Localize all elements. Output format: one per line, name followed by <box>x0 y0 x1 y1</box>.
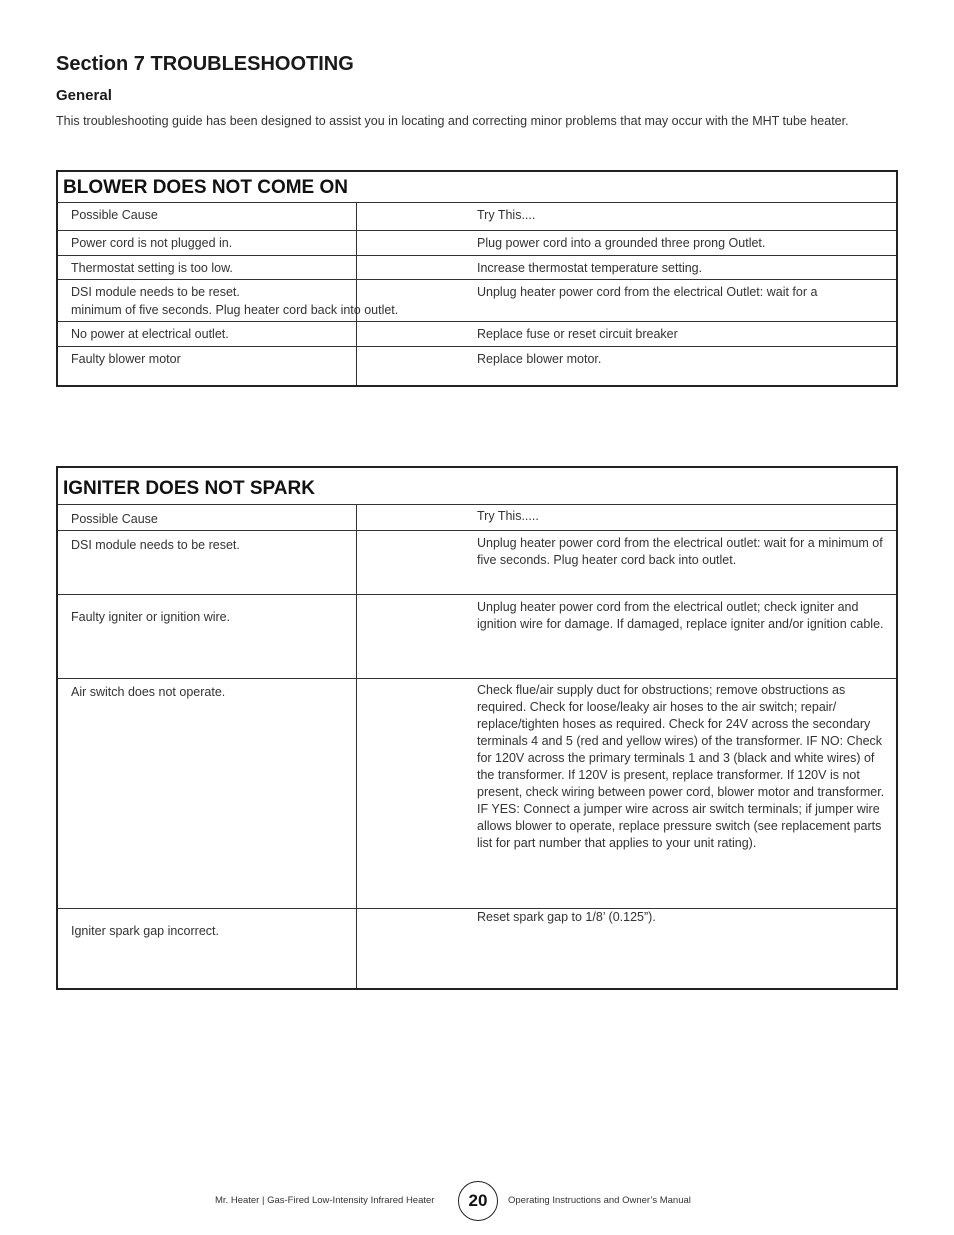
table-title: IGNITER DOES NOT SPARK <box>58 468 896 505</box>
fix-cell: Replace fuse or reset circuit breaker <box>477 327 678 341</box>
table-row <box>58 531 896 595</box>
footer-left-text: Mr. Heater | Gas-Fired Low-Intensity Infrared Heater <box>215 1195 435 1206</box>
table-row <box>58 595 896 679</box>
fix-cell: Replace blower motor. <box>477 352 602 366</box>
cause-cell: Air switch does not operate. <box>58 679 357 908</box>
table-title: BLOWER DOES NOT COME ON <box>58 172 896 203</box>
fix-cell: Plug power cord into a grounded three prong Outlet. <box>477 236 766 250</box>
table-igniter <box>56 466 898 990</box>
fix-cell: Check flue/air supply duct for obstructions; remove obstructions as required. Check for loose/leaky air hoses to the air switch; repair/ replace/tighten hoses as required. Check for 24V across the secondary terminals 4 and 5 (red and yellow wires) of the transformer. IF NO: Check for 120V across the primary terminals 1 and 3 (black and white wires) of the transformer. If 120V is present, replace transformer. If 120V is not present, check wiring between power cord, blower motor and transformer. IF YES: Connect a jumper wire across air switch terminals; if jumper wire allows blower to operate, replace pressure switch (see replacement parts list for part number that applies to your unit rating). <box>477 683 885 850</box>
cause-cell: Thermostat setting is too low. <box>58 256 357 279</box>
intro-paragraph: This troubleshooting guide has been designed to assist you in locating and correcting minor problems that may occur with the MHT tube heater. <box>56 114 849 128</box>
footer-right-text: Operating Instructions and Owner’s Manual <box>508 1195 691 1206</box>
page-number: 20 <box>458 1181 498 1221</box>
fix-overflow-line: minimum of five seconds. Plug heater cord back into outlet. <box>71 303 399 317</box>
section-title: Section 7 TROUBLESHOOTING <box>56 53 354 75</box>
cause-cell: No power at electrical outlet. <box>58 322 357 346</box>
fix-cell: Unplug heater power cord from the electrical Outlet: wait for a <box>477 285 818 299</box>
cause-cell: Power cord is not plugged in. <box>58 231 357 255</box>
fix-cell: Increase thermostat temperature setting. <box>477 261 703 275</box>
cause-cell: DSI module needs to be reset. <box>58 531 357 594</box>
header-cause: Possible Cause <box>58 203 357 230</box>
table-row <box>58 280 896 322</box>
subhead-general: General <box>56 87 112 104</box>
table-row <box>58 679 896 909</box>
header-cause: Possible Cause <box>58 505 357 530</box>
table-header-row <box>58 203 896 231</box>
table-row <box>58 347 896 385</box>
fix-cell: Reset spark gap to 1/8’ (0.125”). <box>477 910 656 924</box>
fix-cell: Unplug heater power cord from the electrical outlet; check igniter and ignition wire for damage. If damaged, replace igniter and/or ignition cable. <box>477 600 884 631</box>
table-header-row <box>58 505 896 531</box>
table-blower <box>56 170 898 387</box>
cause-cell: Faulty igniter or ignition wire. <box>58 595 357 678</box>
header-fix: Try This..... <box>477 509 539 523</box>
fix-cell: Unplug heater power cord from the electrical outlet: wait for a minimum of five seconds. Plug heater cord back into outlet. <box>477 536 883 567</box>
cause-cell: Igniter spark gap incorrect. <box>58 909 357 988</box>
header-fix: Try This.... <box>477 208 536 222</box>
cause-cell: DSI module needs to be reset. <box>58 280 357 321</box>
table-row <box>58 322 896 347</box>
table-row <box>58 909 896 988</box>
table-row <box>58 256 896 280</box>
table-row <box>58 231 896 256</box>
cause-cell: Faulty blower motor <box>58 347 357 385</box>
